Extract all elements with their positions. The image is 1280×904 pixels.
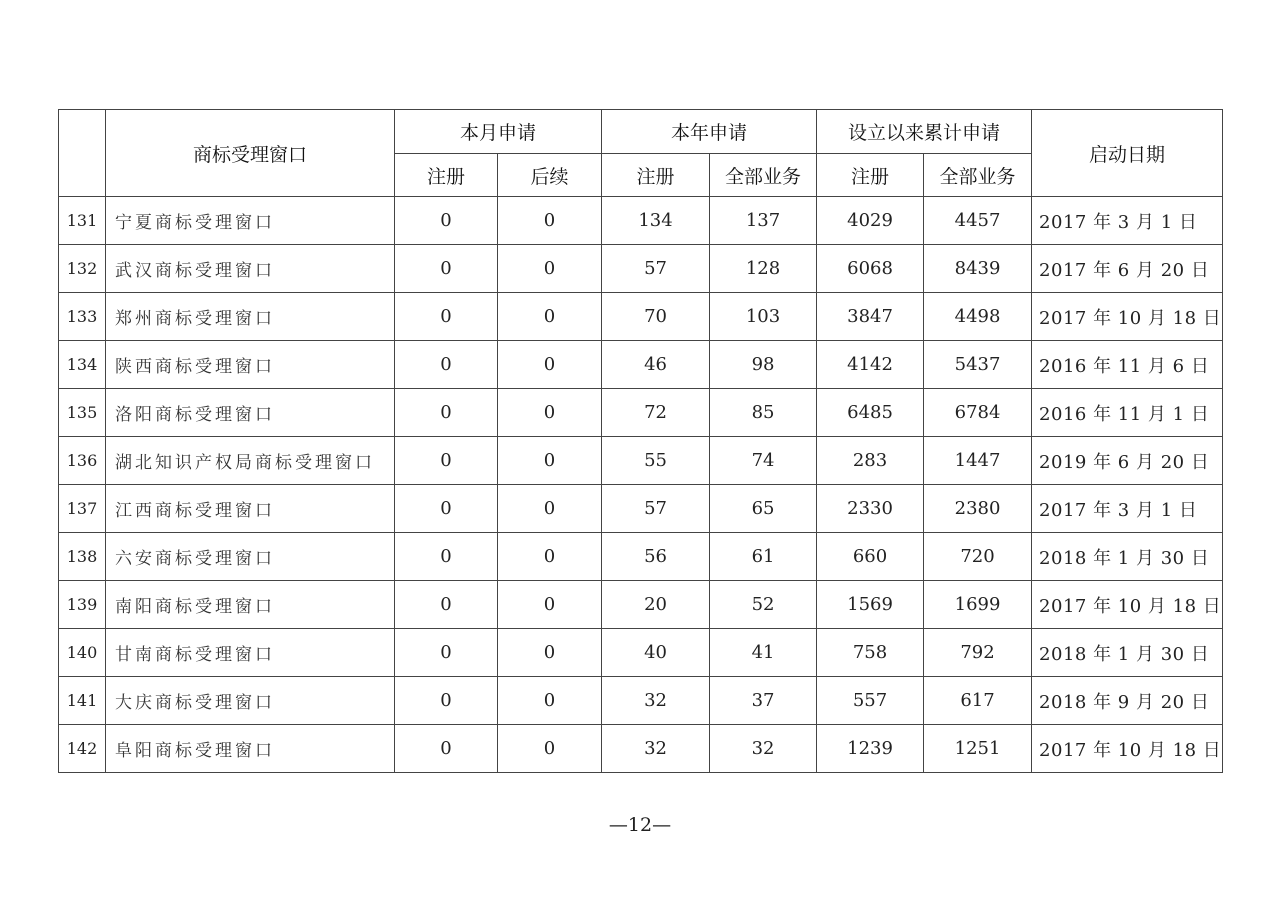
- month-followup-cell: 0: [498, 485, 602, 533]
- table-row: [59, 581, 1223, 629]
- total-register-cell: 6068: [817, 245, 924, 293]
- year-register-cell: 57: [602, 485, 710, 533]
- start-date-cell: 2019 年 6 月 20 日: [1032, 437, 1223, 485]
- table-row: [59, 437, 1223, 485]
- year-all-cell: 74: [710, 437, 817, 485]
- table-row: [59, 533, 1223, 581]
- year-all-cell: 85: [710, 389, 817, 437]
- header-year-register: 注册: [602, 154, 710, 197]
- year-register-cell: 56: [602, 533, 710, 581]
- table-row: [59, 245, 1223, 293]
- month-followup-cell: 0: [498, 389, 602, 437]
- row-index-cell: 139: [59, 581, 106, 629]
- table-row: [59, 629, 1223, 677]
- year-all-cell: 41: [710, 629, 817, 677]
- total-all-cell: 6784: [924, 389, 1032, 437]
- year-all-cell: 61: [710, 533, 817, 581]
- start-date-cell: 2017 年 10 月 18 日: [1032, 293, 1223, 341]
- year-all-cell: 32: [710, 725, 817, 773]
- header-group-year: 本年申请: [602, 110, 817, 154]
- window-name-cell: 阜阳商标受理窗口: [106, 725, 395, 773]
- total-all-cell: 792: [924, 629, 1032, 677]
- start-date-cell: 2017 年 10 月 18 日: [1032, 725, 1223, 773]
- month-register-cell: 0: [395, 533, 498, 581]
- month-register-cell: 0: [395, 341, 498, 389]
- header-row-top: [59, 110, 1223, 154]
- total-register-cell: 1239: [817, 725, 924, 773]
- table-row: [59, 389, 1223, 437]
- year-register-cell: 70: [602, 293, 710, 341]
- total-all-cell: 2380: [924, 485, 1032, 533]
- table-row: [59, 293, 1223, 341]
- total-register-cell: 1569: [817, 581, 924, 629]
- row-index-cell: 138: [59, 533, 106, 581]
- total-all-cell: 1699: [924, 581, 1032, 629]
- window-name-cell: 大庆商标受理窗口: [106, 677, 395, 725]
- table-row: [59, 341, 1223, 389]
- trademark-window-table: [58, 109, 1223, 773]
- total-all-cell: 8439: [924, 245, 1032, 293]
- total-all-cell: 4498: [924, 293, 1032, 341]
- start-date-cell: 2017 年 3 月 1 日: [1032, 197, 1223, 245]
- window-name-cell: 湖北知识产权局商标受理窗口: [106, 437, 395, 485]
- window-name-cell: 武汉商标受理窗口: [106, 245, 395, 293]
- table-row: [59, 725, 1223, 773]
- row-index-cell: 140: [59, 629, 106, 677]
- row-index-cell: 134: [59, 341, 106, 389]
- start-date-cell: 2017 年 3 月 1 日: [1032, 485, 1223, 533]
- month-register-cell: 0: [395, 437, 498, 485]
- month-followup-cell: 0: [498, 341, 602, 389]
- total-all-cell: 1251: [924, 725, 1032, 773]
- start-date-cell: 2016 年 11 月 1 日: [1032, 389, 1223, 437]
- table-header: [59, 110, 1223, 197]
- total-register-cell: 4029: [817, 197, 924, 245]
- row-index-cell: 137: [59, 485, 106, 533]
- month-followup-cell: 0: [498, 293, 602, 341]
- month-register-cell: 0: [395, 293, 498, 341]
- row-index-cell: 133: [59, 293, 106, 341]
- year-register-cell: 32: [602, 725, 710, 773]
- year-all-cell: 98: [710, 341, 817, 389]
- total-all-cell: 4457: [924, 197, 1032, 245]
- month-followup-cell: 0: [498, 725, 602, 773]
- table-row: [59, 485, 1223, 533]
- header-month-followup: 后续: [498, 154, 602, 197]
- year-register-cell: 46: [602, 341, 710, 389]
- row-index-cell: 135: [59, 389, 106, 437]
- total-all-cell: 720: [924, 533, 1032, 581]
- window-name-cell: 宁夏商标受理窗口: [106, 197, 395, 245]
- month-followup-cell: 0: [498, 581, 602, 629]
- month-followup-cell: 0: [498, 629, 602, 677]
- header-total-register: 注册: [817, 154, 924, 197]
- header-start-date: 启动日期: [1032, 110, 1223, 197]
- year-all-cell: 37: [710, 677, 817, 725]
- total-all-cell: 617: [924, 677, 1032, 725]
- row-index-cell: 132: [59, 245, 106, 293]
- start-date-cell: 2018 年 1 月 30 日: [1032, 533, 1223, 581]
- window-name-cell: 郑州商标受理窗口: [106, 293, 395, 341]
- month-register-cell: 0: [395, 245, 498, 293]
- page-number: —12—: [608, 814, 672, 836]
- header-group-total: 设立以来累计申请: [817, 110, 1032, 154]
- total-register-cell: 2330: [817, 485, 924, 533]
- window-name-cell: 陕西商标受理窗口: [106, 341, 395, 389]
- start-date-cell: 2016 年 11 月 6 日: [1032, 341, 1223, 389]
- header-name: 商标受理窗口: [106, 110, 395, 197]
- window-name-cell: 甘南商标受理窗口: [106, 629, 395, 677]
- month-register-cell: 0: [395, 197, 498, 245]
- window-name-cell: 洛阳商标受理窗口: [106, 389, 395, 437]
- row-index-cell: 136: [59, 437, 106, 485]
- total-register-cell: 4142: [817, 341, 924, 389]
- month-followup-cell: 0: [498, 437, 602, 485]
- year-all-cell: 52: [710, 581, 817, 629]
- start-date-cell: 2018 年 1 月 30 日: [1032, 629, 1223, 677]
- month-register-cell: 0: [395, 629, 498, 677]
- table-row: [59, 677, 1223, 725]
- total-register-cell: 6485: [817, 389, 924, 437]
- year-register-cell: 134: [602, 197, 710, 245]
- total-all-cell: 1447: [924, 437, 1032, 485]
- month-followup-cell: 0: [498, 677, 602, 725]
- total-register-cell: 3847: [817, 293, 924, 341]
- header-year-all: 全部业务: [710, 154, 817, 197]
- window-name-cell: 南阳商标受理窗口: [106, 581, 395, 629]
- table-row: [59, 197, 1223, 245]
- month-followup-cell: 0: [498, 533, 602, 581]
- total-register-cell: 758: [817, 629, 924, 677]
- year-register-cell: 57: [602, 245, 710, 293]
- header-total-all: 全部业务: [924, 154, 1032, 197]
- statistics-table-container: [58, 109, 1222, 773]
- total-register-cell: 660: [817, 533, 924, 581]
- row-index-cell: 142: [59, 725, 106, 773]
- month-followup-cell: 0: [498, 245, 602, 293]
- start-date-cell: 2018 年 9 月 20 日: [1032, 677, 1223, 725]
- year-register-cell: 40: [602, 629, 710, 677]
- month-followup-cell: 0: [498, 197, 602, 245]
- year-register-cell: 55: [602, 437, 710, 485]
- year-all-cell: 65: [710, 485, 817, 533]
- total-register-cell: 283: [817, 437, 924, 485]
- header-group-month: 本月申请: [395, 110, 602, 154]
- month-register-cell: 0: [395, 677, 498, 725]
- row-index-cell: 131: [59, 197, 106, 245]
- year-register-cell: 32: [602, 677, 710, 725]
- total-register-cell: 557: [817, 677, 924, 725]
- start-date-cell: 2017 年 6 月 20 日: [1032, 245, 1223, 293]
- year-register-cell: 20: [602, 581, 710, 629]
- table-body: [59, 197, 1223, 773]
- year-all-cell: 137: [710, 197, 817, 245]
- month-register-cell: 0: [395, 725, 498, 773]
- month-register-cell: 0: [395, 581, 498, 629]
- row-index-cell: 141: [59, 677, 106, 725]
- header-index-cell: [59, 110, 106, 197]
- header-month-register: 注册: [395, 154, 498, 197]
- start-date-cell: 2017 年 10 月 18 日: [1032, 581, 1223, 629]
- window-name-cell: 六安商标受理窗口: [106, 533, 395, 581]
- month-register-cell: 0: [395, 485, 498, 533]
- total-all-cell: 5437: [924, 341, 1032, 389]
- year-all-cell: 128: [710, 245, 817, 293]
- year-register-cell: 72: [602, 389, 710, 437]
- window-name-cell: 江西商标受理窗口: [106, 485, 395, 533]
- month-register-cell: 0: [395, 389, 498, 437]
- year-all-cell: 103: [710, 293, 817, 341]
